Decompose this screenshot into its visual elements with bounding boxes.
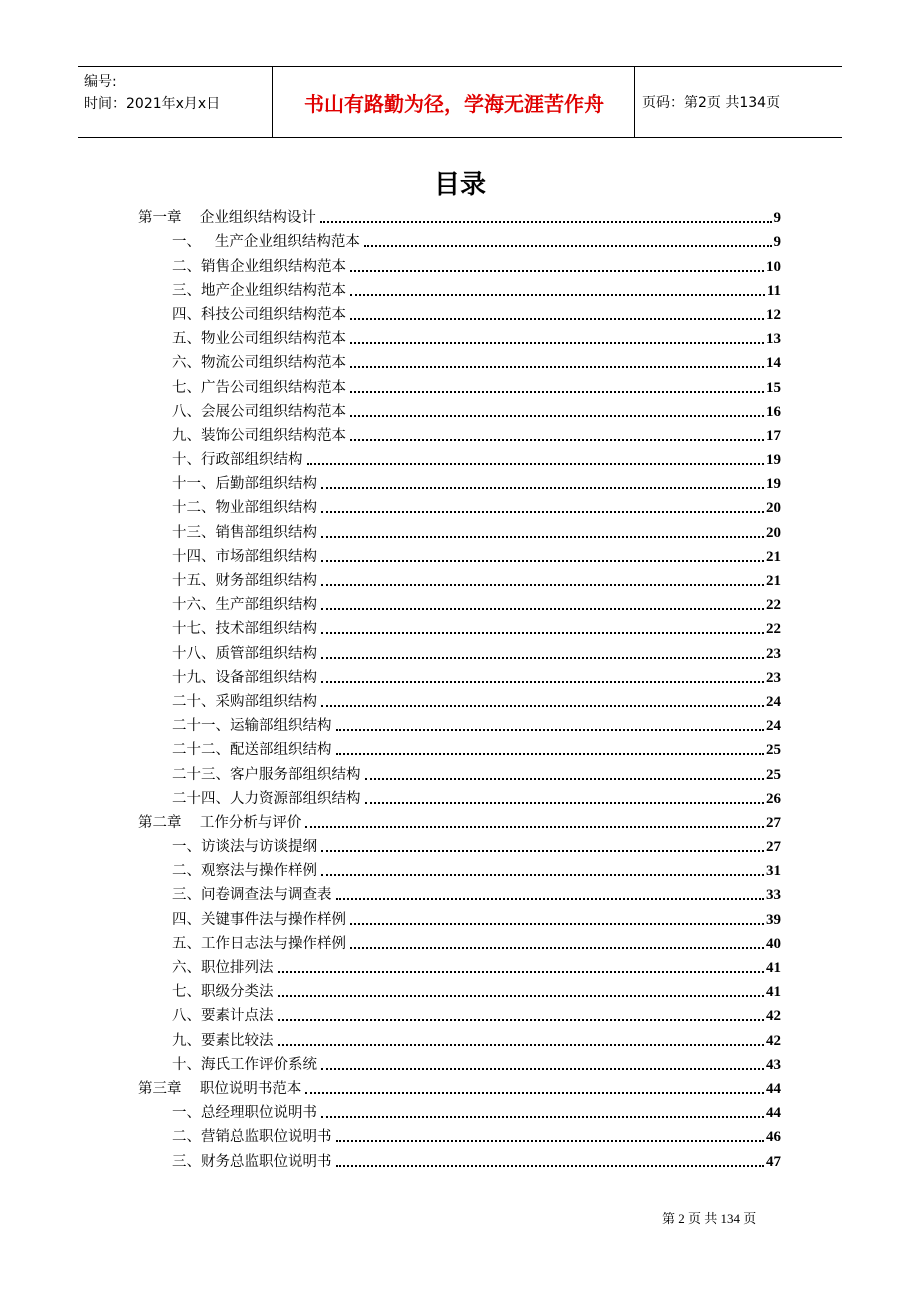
toc-dot-leader <box>278 1044 765 1046</box>
toc-dot-leader <box>321 632 764 634</box>
toc-entry-label: 六、职位排列法 <box>172 960 274 976</box>
toc-entry-label: 第三章 职位说明书范本 <box>138 1080 302 1097</box>
toc-section-entry[interactable] <box>138 373 781 397</box>
toc-dot-leader <box>336 898 765 900</box>
toc-section-entry[interactable] <box>138 1123 781 1147</box>
toc-entry-page-number: 44 <box>766 1080 781 1097</box>
toc-dot-leader <box>278 971 765 973</box>
toc-entry-page-number: 14 <box>766 355 781 372</box>
toc-entry-label: 十五、财务部组织结构 <box>172 573 317 589</box>
toc-entry-label: 八、要素计点法 <box>172 1008 274 1025</box>
toc-section-entry[interactable] <box>138 470 781 494</box>
toc-dot-leader <box>350 318 764 320</box>
toc-entry-label: 三、地产企业组织结构范本 <box>172 282 346 299</box>
toc-entry-page-number: 25 <box>766 766 781 783</box>
toc-section-entry[interactable] <box>138 1026 781 1050</box>
toc-entry-label: 五、工作日志法与操作样例 <box>172 935 346 952</box>
toc-section-entry[interactable] <box>138 301 781 325</box>
toc-entry-label: 八、会展公司组织结构范本 <box>172 403 346 420</box>
toc-entry-page-number: 15 <box>766 379 781 396</box>
toc-entry-page-number: 20 <box>766 500 781 517</box>
toc-dot-leader <box>350 391 764 393</box>
toc-section-entry[interactable] <box>138 857 781 881</box>
toc-entry-page-number: 24 <box>766 693 781 710</box>
toc-dot-leader <box>321 705 764 707</box>
toc-chapter-entry[interactable] <box>138 809 781 833</box>
header-motto: 书山有路勤为径，学海无涯苦作舟 <box>304 91 604 116</box>
toc-entry-page-number: 44 <box>766 1105 781 1122</box>
toc-entry-page-number: 23 <box>766 645 781 662</box>
toc-dot-leader <box>336 1165 765 1167</box>
toc-entry-label: 一、访谈法与访谈提纲 <box>172 839 317 856</box>
toc-entry-page-number: 42 <box>766 1008 781 1025</box>
toc-entry-page-number: 11 <box>766 282 781 299</box>
toc-section-entry[interactable] <box>138 325 781 349</box>
toc-entry-label: 三、问卷调查法与调查表 <box>172 887 332 904</box>
toc-dot-leader <box>307 463 765 465</box>
toc-section-entry[interactable] <box>138 785 781 809</box>
toc-dot-leader <box>321 560 764 562</box>
toc-dot-leader <box>321 1068 764 1070</box>
toc-entry-label: 二、营销总监职位说明书 <box>172 1129 332 1146</box>
toc-entry-page-number: 19 <box>766 452 781 469</box>
toc-section-entry[interactable] <box>138 349 781 373</box>
toc-entry-label: 九、要素比较法 <box>172 1032 274 1049</box>
page-header <box>78 66 842 138</box>
toc-section-entry[interactable] <box>138 252 781 276</box>
toc-dot-leader <box>321 608 764 610</box>
toc-entry-label: 二十二、配送部组织结构 <box>172 742 332 759</box>
toc-entry-label: 十四、市场部组织结构 <box>172 548 317 565</box>
toc-dot-leader <box>336 729 765 731</box>
toc-dot-leader <box>350 923 764 925</box>
toc-entry-label: 十六、生产部组织结构 <box>172 597 317 614</box>
toc-chapter-entry[interactable] <box>138 204 781 228</box>
toc-section-entry[interactable] <box>138 494 781 518</box>
toc-entry-label: 四、关键事件法与操作样例 <box>172 911 346 928</box>
toc-section-entry[interactable] <box>138 639 781 663</box>
toc-entry-page-number: 47 <box>766 1153 781 1170</box>
toc-entry-page-number: 39 <box>766 911 781 928</box>
toc-dot-leader <box>321 681 764 683</box>
toc-entry-page-number: 31 <box>766 863 781 880</box>
toc-entry-label: 一、总经理职位说明书 <box>172 1105 317 1122</box>
toc-entry-label: 七、广告公司组织结构范本 <box>172 379 346 396</box>
toc-section-entry[interactable] <box>138 954 781 978</box>
toc-entry-label: 十、行政部组织结构 <box>172 452 303 469</box>
toc-dot-leader <box>305 826 764 828</box>
toc-entry-label: 七、职级分类法 <box>172 984 274 1001</box>
toc-section-entry[interactable] <box>138 760 781 784</box>
toc-entry-page-number: 25 <box>766 742 781 759</box>
toc-dot-leader <box>321 657 764 659</box>
toc-section-entry[interactable] <box>138 1147 781 1171</box>
toc-entry-page-number: 26 <box>766 790 781 807</box>
toc-section-entry[interactable] <box>138 228 781 252</box>
toc-entry-label: 十三、销售部组织结构 <box>172 524 317 541</box>
toc-entry-label: 二十四、人力资源部组织结构 <box>172 790 361 807</box>
toc-dot-leader <box>336 1140 765 1142</box>
header-divider-right <box>634 67 635 137</box>
header-divider-left <box>272 67 273 137</box>
toc-entry-page-number: 33 <box>766 887 781 904</box>
toc-dot-leader <box>321 584 764 586</box>
toc-section-entry[interactable] <box>138 615 781 639</box>
toc-section-entry[interactable] <box>138 905 781 929</box>
toc-entry-label: 二十一、运输部组织结构 <box>172 718 332 735</box>
toc-entry-page-number: 23 <box>766 669 781 686</box>
page-title: 目录 <box>433 170 486 200</box>
toc-entry-page-number: 22 <box>766 621 781 638</box>
toc-section-entry[interactable] <box>138 422 781 446</box>
toc-entry-page-number: 21 <box>766 573 781 589</box>
toc-entry-page-number: 22 <box>766 597 781 614</box>
toc-entry-label: 第二章 工作分析与评价 <box>138 814 302 831</box>
toc-dot-leader <box>321 487 764 489</box>
toc-entry-page-number: 42 <box>766 1032 781 1049</box>
toc-dot-leader <box>350 270 764 272</box>
toc-entry-page-number: 20 <box>766 524 781 541</box>
toc-dot-leader <box>278 1019 765 1021</box>
toc-dot-leader <box>336 753 765 755</box>
page-footer: 第 2 页 共 134 页 <box>662 1211 757 1226</box>
toc-section-entry[interactable] <box>138 543 781 567</box>
toc-entry-page-number: 19 <box>766 476 781 493</box>
toc-entry-label: 九、装饰公司组织结构范本 <box>172 427 346 444</box>
toc-section-entry[interactable] <box>138 1002 781 1026</box>
toc-section-entry[interactable] <box>138 978 781 1002</box>
toc-dot-leader <box>305 1092 764 1094</box>
toc-entry-label: 第一章 企业组织结构设计 <box>138 210 316 227</box>
toc-entry-page-number: 16 <box>766 403 781 420</box>
toc-dot-leader <box>350 294 765 296</box>
toc-entry-page-number: 21 <box>766 548 781 565</box>
toc-section-entry[interactable] <box>138 930 781 954</box>
toc-entry-page-number: 10 <box>766 258 781 275</box>
header-page-info: 页码：第2页 共134页 <box>642 95 781 111</box>
toc-section-entry[interactable] <box>138 688 781 712</box>
toc-dot-leader <box>321 1116 764 1118</box>
document-time-label: 时间：2021年x月x日 <box>84 96 221 112</box>
toc-entry-page-number: 9 <box>773 210 781 227</box>
toc-entry-label: 三、财务总监职位说明书 <box>172 1153 332 1170</box>
toc-entry-page-number: 40 <box>766 935 781 952</box>
toc-entry-label: 四、科技公司组织结构范本 <box>172 306 346 323</box>
toc-entry-label: 二十、采购部组织结构 <box>172 693 317 710</box>
toc-section-entry[interactable] <box>138 881 781 905</box>
toc-entry-page-number: 46 <box>766 1129 781 1146</box>
toc-section-entry[interactable] <box>138 1051 781 1075</box>
toc-section-entry[interactable] <box>138 736 781 760</box>
toc-section-entry[interactable] <box>138 591 781 615</box>
toc-entry-label: 十七、技术部组织结构 <box>172 621 317 638</box>
toc-chapter-entry[interactable] <box>138 1075 781 1099</box>
toc-section-entry[interactable] <box>138 567 781 591</box>
toc-section-entry[interactable] <box>138 712 781 736</box>
toc-dot-leader <box>321 536 764 538</box>
toc-dot-leader <box>321 850 764 852</box>
toc-entry-label: 十八、质管部组织结构 <box>172 645 317 662</box>
toc-section-entry[interactable] <box>138 518 781 542</box>
document-number-label: 编号: <box>84 74 117 90</box>
toc-entry-label: 二、销售企业组织结构范本 <box>172 258 346 275</box>
toc-section-entry[interactable] <box>138 277 781 301</box>
table-of-contents <box>138 204 781 1172</box>
toc-dot-leader <box>320 221 772 223</box>
header-meta <box>84 71 274 115</box>
toc-dot-leader <box>365 778 765 780</box>
toc-dot-leader <box>364 245 772 247</box>
toc-entry-page-number: 41 <box>766 960 781 976</box>
toc-entry-label: 二十三、客户服务部组织结构 <box>172 766 361 783</box>
toc-entry-label: 十、海氏工作评价系统 <box>172 1056 317 1073</box>
toc-entry-page-number: 17 <box>766 427 781 444</box>
toc-entry-page-number: 13 <box>766 331 781 348</box>
toc-section-entry[interactable] <box>138 1099 781 1123</box>
toc-entry-label: 十二、物业部组织结构 <box>172 500 317 517</box>
toc-dot-leader <box>321 874 764 876</box>
toc-dot-leader <box>321 511 764 513</box>
toc-entry-page-number: 27 <box>766 814 781 831</box>
toc-entry-page-number: 41 <box>766 984 781 1001</box>
toc-dot-leader <box>350 415 764 417</box>
toc-dot-leader <box>278 995 765 997</box>
toc-section-entry[interactable] <box>138 446 781 470</box>
toc-entry-page-number: 12 <box>766 306 781 323</box>
toc-entry-page-number: 27 <box>766 839 781 856</box>
toc-entry-label: 二、观察法与操作样例 <box>172 863 317 880</box>
toc-section-entry[interactable] <box>138 398 781 422</box>
toc-entry-page-number: 9 <box>773 234 781 251</box>
toc-entry-label: 五、物业公司组织结构范本 <box>172 331 346 348</box>
toc-entry-label: 十九、设备部组织结构 <box>172 669 317 686</box>
toc-section-entry[interactable] <box>138 664 781 688</box>
toc-section-entry[interactable] <box>138 833 781 857</box>
toc-entry-label: 六、物流公司组织结构范本 <box>172 355 346 372</box>
toc-entry-label: 十一、后勤部组织结构 <box>172 476 317 493</box>
toc-entry-page-number: 24 <box>766 718 781 735</box>
toc-dot-leader <box>350 439 764 441</box>
toc-entry-label: 一、 生产企业组织结构范本 <box>172 234 360 251</box>
toc-dot-leader <box>350 366 764 368</box>
toc-dot-leader <box>365 802 765 804</box>
toc-dot-leader <box>350 342 764 344</box>
toc-entry-page-number: 43 <box>766 1056 781 1073</box>
toc-dot-leader <box>350 947 764 949</box>
